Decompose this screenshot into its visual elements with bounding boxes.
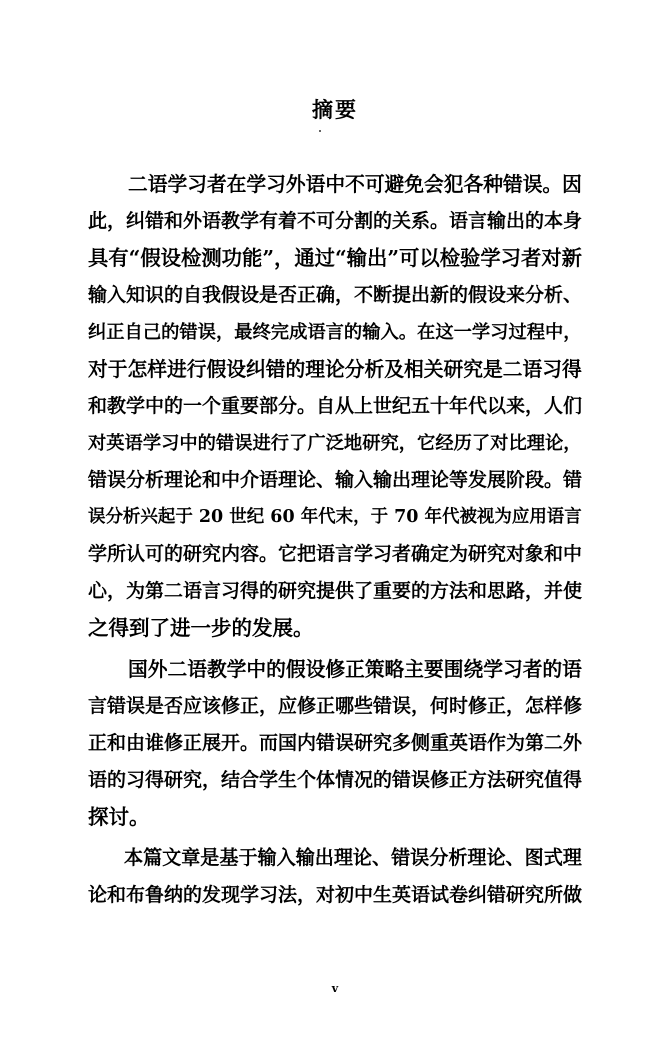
page-number: v bbox=[331, 982, 339, 995]
text-line bbox=[0, 166, 670, 203]
text-line-content: 对英语学习中的错误进行了广泛地研究，它经历了对比理论， bbox=[88, 433, 582, 454]
text-line-content: 误分析兴起于 20 世纪 60 年代末，于 70 年代被视为应用语言 bbox=[88, 507, 582, 527]
text-line bbox=[0, 688, 670, 725]
text-line bbox=[0, 762, 670, 799]
text-line bbox=[0, 277, 670, 314]
text-line-content: 之得到了进一步的发展。 bbox=[88, 616, 314, 640]
text-line-content: 国外二语教学中的假设修正策略主要围绕学习者的语 bbox=[128, 657, 582, 681]
text-line-content: 语的习得研究，结合学生个体情况的错误修正方法研究值得 bbox=[88, 769, 583, 791]
text-line-content: 心，为第二语言习得的研究提供了重要的方法和思路，并使 bbox=[88, 580, 583, 602]
text-line bbox=[0, 840, 670, 877]
text-line bbox=[0, 799, 670, 836]
text-line-content: 此，纠错和外语教学有着不可分割的关系。语言输出的本身 bbox=[88, 210, 583, 232]
text-line-content: 探讨。 bbox=[88, 805, 150, 829]
text-line-content: 言错误是否应该修正，应修正哪些错误，何时修正，怎样修 bbox=[88, 695, 583, 717]
text-line bbox=[0, 651, 670, 688]
text-line bbox=[0, 425, 670, 462]
scan-speck bbox=[319, 130, 321, 132]
text-line bbox=[0, 877, 670, 914]
text-line-content: 具有“假设检测功能”，通过“输出”可以检验学习者对新 bbox=[88, 246, 582, 270]
text-line bbox=[0, 499, 670, 536]
text-line bbox=[0, 203, 670, 240]
text-line-content: 本篇文章是基于输入输出理论、错误分析理论、图式理 bbox=[124, 847, 582, 869]
text-line bbox=[0, 725, 670, 762]
text-line-content: 错误分析理论和中介语理论、输入输出理论等发展阶段。错 bbox=[88, 469, 583, 491]
page-title: 摘要 bbox=[312, 97, 358, 122]
text-line-content: 学所认可的研究内容。它把语言学习者确定为研究对象和中 bbox=[88, 543, 583, 565]
text-line bbox=[0, 462, 670, 499]
text-line bbox=[0, 240, 670, 277]
text-line-content: 和教学中的一个重要部分。自从上世纪五十年代以来，人们 bbox=[88, 395, 583, 417]
text-line-content: 论和布鲁纳的发现学习法，对初中生英语试卷纠错研究所做 bbox=[88, 884, 583, 906]
text-line-content: 对于怎样进行假设纠错的理论分析及相关研究是二语习得 bbox=[88, 357, 582, 381]
text-line bbox=[0, 314, 670, 351]
text-line-content: 正和由谁修正展开。而国内错误研究多侧重英语作为第二外 bbox=[88, 732, 583, 754]
text-line-content: 输入知识的自我假设是否正确，不断提出新的假设来分析、 bbox=[88, 284, 583, 306]
text-line bbox=[0, 388, 670, 425]
text-line bbox=[0, 573, 670, 610]
text-line bbox=[0, 610, 670, 647]
text-line bbox=[0, 351, 670, 388]
text-line-content: 纠正自己的错误，最终完成语言的输入。在这一学习过程中， bbox=[88, 322, 582, 343]
text-line-content: 二语学习者在学习外语中不可避免会犯各种错误。因 bbox=[128, 172, 582, 196]
text-line bbox=[0, 536, 670, 573]
